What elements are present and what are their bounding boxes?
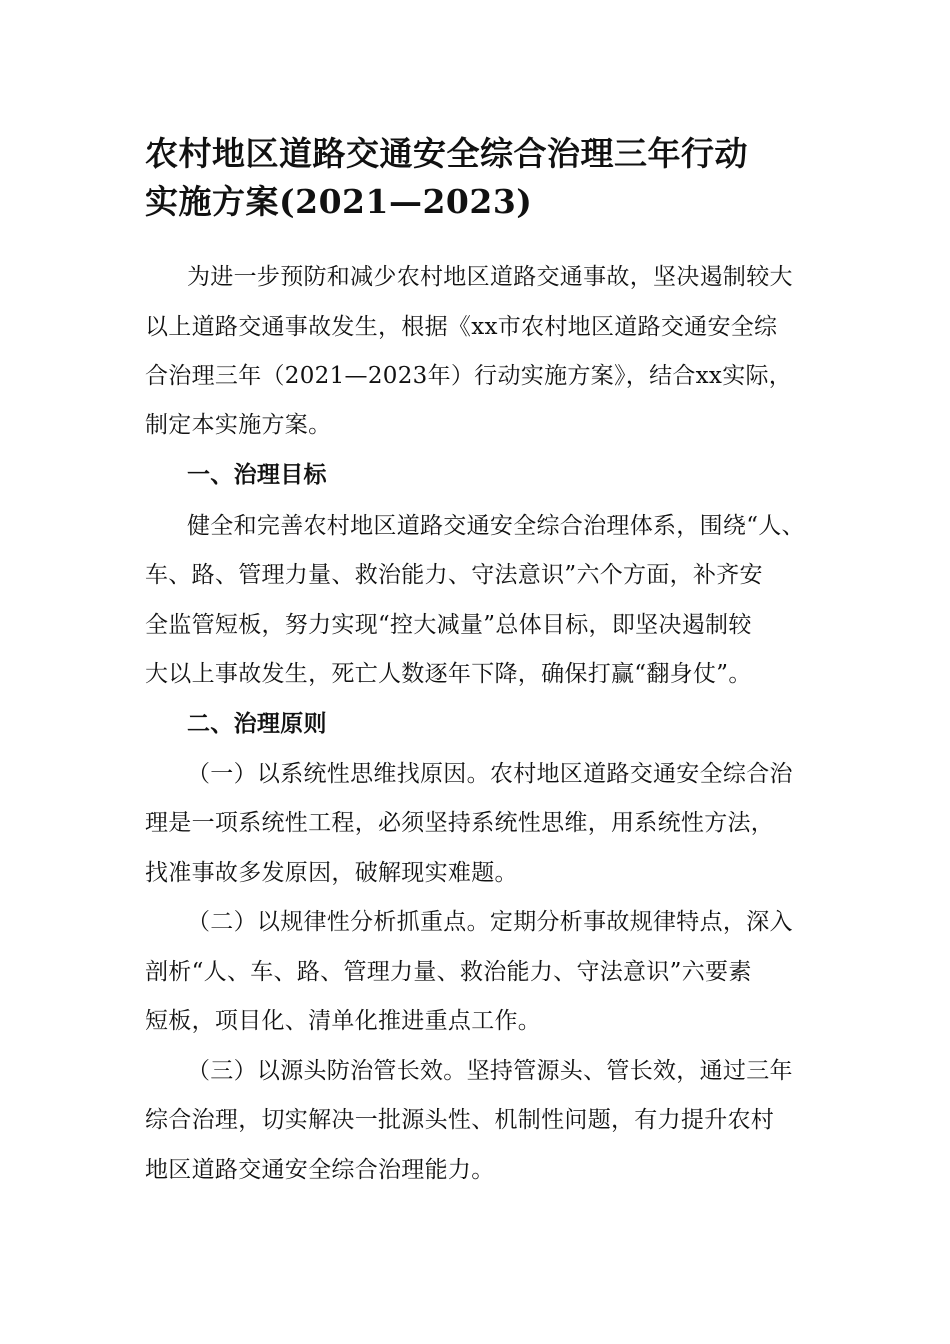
principle-1-line-3: 找准事故多发原因，破解现实难题。 [145, 860, 518, 886]
principle-1-line-1: （一）以系统性思维找原因。农村地区道路交通安全综合治 [187, 761, 793, 787]
principle-2-line-1: （二）以规律性分析抓重点。定期分析事故规律特点，深入 [187, 909, 793, 935]
goals-paragraph-line-2: 车、路、管理力量、救治能力、守法意识”六个方面，补齐安 [145, 562, 763, 588]
principle-3-line-1: （三）以源头防治管长效。坚持管源头、管长效，通过三年 [187, 1058, 793, 1084]
intro-paragraph-line-1: 为进一步预防和减少农村地区道路交通事故，坚决遏制较大 [187, 264, 793, 290]
section-heading-principles: 二、治理原则 [187, 710, 327, 737]
title-line-2: 实施方案(2021—2023) [145, 182, 533, 221]
principle-3-line-3: 地区道路交通安全综合治理能力。 [145, 1157, 495, 1183]
document-title [145, 130, 825, 226]
intro-paragraph-line-4: 制定本实施方案。 [145, 412, 332, 438]
title-line-1: 农村地区道路交通安全综合治理三年行动 [145, 134, 748, 173]
section-heading-goals: 一、治理目标 [187, 461, 327, 488]
goals-paragraph-line-3: 全监管短板，努力实现“控大减量”总体目标，即坚决遏制较 [145, 612, 752, 638]
principle-3-line-2: 综合治理，切实解决一批源头性、机制性问题，有力提升农村 [145, 1107, 775, 1133]
intro-paragraph-line-3: 合治理三年（2021—2023年）行动实施方案》，结合xx实际， [145, 363, 793, 389]
goals-paragraph-line-1: 健全和完善农村地区道路交通安全综合治理体系，围绕“人、 [187, 513, 805, 539]
goals-paragraph-line-4: 大以上事故发生，死亡人数逐年下降，确保打赢“翻身仗”。 [145, 661, 752, 687]
principle-1-line-2: 理是一项系统性工程，必须坚持系统性思维，用系统性方法， [145, 810, 775, 836]
principle-2-line-2: 剖析“人、车、路、管理力量、救治能力、守法意识”六要素 [145, 959, 752, 985]
principle-2-line-3: 短板，项目化、清单化推进重点工作。 [145, 1008, 542, 1034]
intro-paragraph-line-2: 以上道路交通事故发生，根据《xx市农村地区道路交通安全综 [145, 314, 778, 340]
